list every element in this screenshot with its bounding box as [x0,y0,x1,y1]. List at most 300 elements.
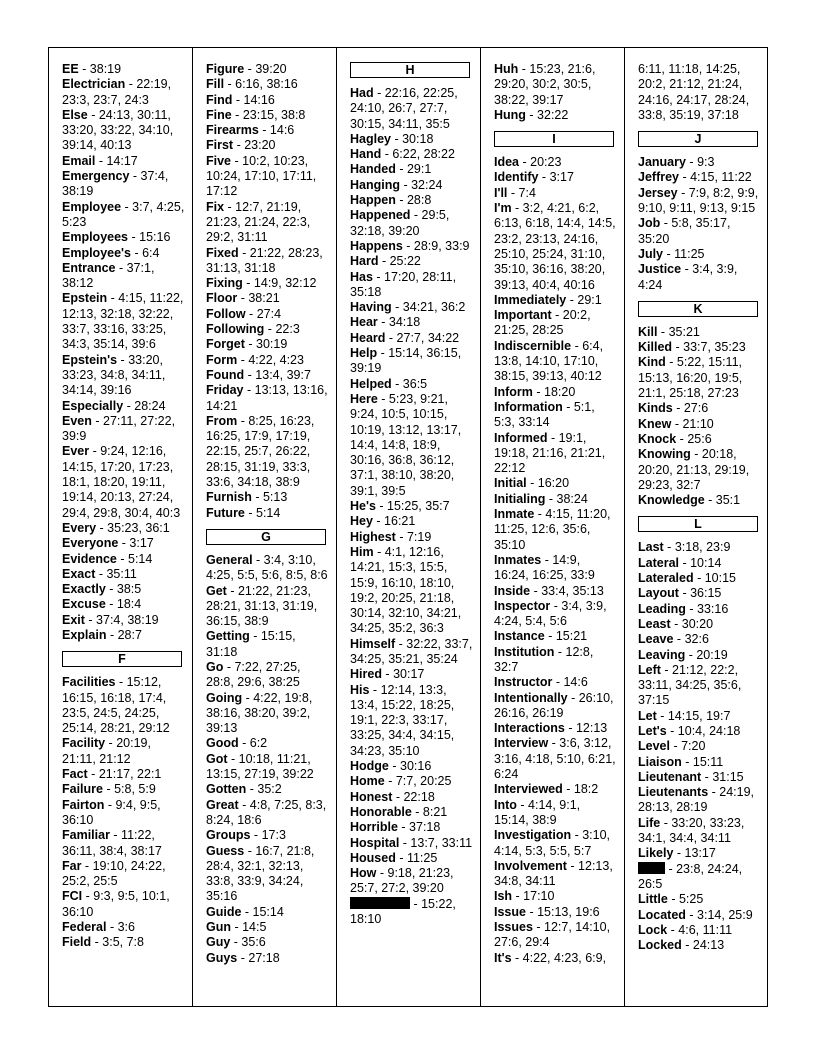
page-line-refs: 12:13 [575,721,608,736]
index-entry: Justice - 3:4, 3:9, 4:24 [638,262,738,292]
page-line-refs: 28:8 [406,193,432,208]
index-entry: Inspector - 3:4, 3:9, 4:24, 5:4, 5:6 [494,598,607,629]
index-entry: Field - 3:5, 7:8 [62,935,144,950]
index-entry: Knew - 21:10 [638,416,714,431]
index-entry: Excuse - 18:4 [62,597,142,612]
index-term: Hired [350,667,382,682]
index-entry: Fix - 12:7, 21:19, 21:23, 21:24, 22:3, 29:2, 31:11 [206,199,311,245]
page-line-refs: 33:20, 33:23, 34:8, 34:11, 34:14, 39:16 [62,352,166,398]
index-term: Him [350,544,374,559]
page-line-refs: 37:18 [409,820,441,835]
index-term: Happen [350,193,396,208]
index-entry: Locked - 24:13 [638,938,725,953]
page-line-refs: 33:7, 35:23 [683,340,746,355]
page-line-refs: 29:5, 32:18, 39:20 [350,208,450,238]
page-line-refs: 5:23, 9:21, 9:24, 10:5, 10:15, 10:19, 13:12, 13:17, 14:4, 14:8, 18:9, 30:16, 36:8, 36:12, 37:1, 38:10, 38:20, 39:1, 39:5 [350,391,462,498]
index-entry: Investigation - 3:10, 4:14, 5:3, 5:5, 5:7 [494,828,611,858]
page-line-refs: 35:2 [257,782,282,797]
index-entry: Gun - 14:5 [206,920,267,935]
page-line-refs: 25:22 [389,254,421,269]
page-line-refs: 7:9, 8:2, 9:9, 9:10, 9:11, 9:13, 9:15 [638,185,759,216]
page-line-refs: 3:18, 23:9 [674,540,731,555]
page-line-refs: 21:12, 22:2, 33:11, 34:25, 35:6, 37:15 [638,662,742,708]
index-term: Help [350,346,378,361]
index-entry: Forget - 30:19 [206,337,288,352]
page-line-refs: 22:18 [403,789,435,804]
page-line-refs: 35:6 [241,935,266,950]
index-term: Epstein's [62,352,118,367]
index-term: Interactions [494,721,565,736]
index-entry: Layout - 36:15 [638,586,722,601]
index-entry: Let - 14:15, 19:7 [638,708,731,723]
page-line-refs: 35:1 [715,493,741,508]
page-line-refs: 37:1, 38:12 [62,260,155,291]
index-term: Knowing [638,447,691,462]
index-term: Getting [206,629,250,644]
index-term: Heard [350,330,386,345]
page-line-refs: 7:7, 20:25 [395,774,452,789]
index-term: Exactly [62,582,106,597]
index-term: He's [350,499,376,514]
index-entry: Fixing - 14:9, 32:12 [206,276,317,291]
index-entry: Hired - 30:17 [350,667,425,682]
section-letter-header: K [638,301,758,317]
page-line-refs: 27:4 [256,306,282,321]
page-line-refs: 38:21 [248,291,280,306]
index-term: Immediately [494,292,567,307]
index-term: Else [62,107,88,122]
page-line-refs: 3:2, 4:21, 6:2, 6:13, 6:18, 14:4, 14:5, 23:2, 23:13, 24:16, 25:10, 25:24, 31:10, 35:10, 36:16, 38:20, 39:13, 40:4, 40:16 [494,201,616,292]
page-line-refs: 3:4, 3:10, 4:25, 5:5, 5:6, 8:5, 8:6 [206,552,328,583]
index-term: Least [638,616,671,631]
page-line-refs: 4:1, 12:16, 14:21, 15:3, 15:5, 15:9, 16:10, 18:10, 19:2, 20:25, 21:18, 30:14, 32:10, 34:21, 34:25, 35:2, 36:3 [350,544,462,636]
index-term: Floor [206,291,238,306]
page-line-refs: 34:21, 36:2 [402,300,466,315]
index-entry: Epstein - 4:15, 11:22, 12:13, 32:18, 32:22, 33:7, 33:16, 33:25, 34:3, 35:14, 39:6 [62,291,184,352]
index-entry: Helped - 36:5 [350,376,428,391]
index-entry: Hodge - 30:16 [350,759,432,774]
index-entry: Idea - 20:23 [494,155,562,170]
index-term: Exact [62,566,96,581]
page-line-refs: 6:2 [249,736,268,751]
index-entry: Highest - 7:19 [350,529,432,544]
index-term: Fact [62,767,88,782]
index-term: Let [638,708,657,723]
index-entry: FCI - 9:3, 9:5, 10:1, 36:10 [62,889,170,919]
index-entry: Located - 3:14, 25:9 [638,907,753,922]
index-term: January [638,155,686,170]
index-entry: Epstein's - 33:20, 33:23, 34:8, 34:11, 34:14, 39:16 [62,352,166,398]
page-line-refs: 30:18 [402,131,434,146]
index-column [49,48,193,1006]
index-term: Located [638,907,686,922]
page-line-refs: 8:25, 16:23, 16:25, 17:9, 17:19, 22:15, 25:7, 26:22, 28:15, 31:19, 33:3, 33:6, 34:18, 38:9 [206,413,315,490]
page-line-refs: 12:7, 21:19, 21:23, 21:24, 22:3, 29:2, 31:11 [206,199,311,245]
index-term: Lieutenants [638,785,709,800]
index-term: Leading [638,601,686,616]
page-line-refs: 5:14 [128,551,153,566]
index-entry: Entrance - 37:1, 38:12 [62,260,155,291]
index-entry: Happen - 28:8 [350,193,432,208]
index-entry: Find - 14:16 [206,92,275,107]
page-line-refs: 3:17 [549,170,574,185]
page-line-refs: 6:16, 38:16 [235,77,298,92]
page-line-refs: 33:16 [697,601,729,616]
index-term: Figure [206,62,245,76]
index-entry: First - 23:20 [206,138,276,153]
index-entry: Hard - 25:22 [350,254,421,269]
index-entry: Knock - 25:6 [638,431,712,446]
index-entry: Great - 4:8, 7:25, 8:3, 8:24, 18:6 [206,797,327,827]
index-column [481,48,625,1006]
index-entry: Far - 19:10, 24:22, 25:2, 25:5 [62,858,166,889]
index-term: Lieutenant [638,769,702,784]
page-line-refs: 4:6, 11:11 [678,922,733,937]
index-term: Little [638,892,668,907]
index-entry: Initial - 16:20 [494,476,570,491]
index-term: Justice [638,262,682,277]
index-term: Helped [350,376,392,391]
index-term: Ish [494,889,513,904]
index-term: Lateral [638,555,679,570]
index-entry: - 15:22, 18:10 [350,896,456,927]
index-entry: Evidence - 5:14 [62,551,153,566]
index-entry: Left - 21:12, 22:2, 33:11, 34:25, 35:6, 37:15 [638,662,742,708]
index-term: Level [638,739,670,754]
index-term: Liaison [638,754,682,769]
index-term: Had [350,86,374,100]
index-term: First [206,138,234,153]
index-term: Leaving [638,647,686,662]
page-line-refs: 27:7, 34:22 [396,330,460,345]
index-entry: Lieutenant - 31:15 [638,769,744,784]
index-term: Failure [62,782,103,797]
index-term: Hagley [350,131,391,146]
index-term: Electrician [62,77,126,92]
index-entry: His - 12:14, 13:3, 13:4, 15:22, 18:25, 19:1, 22:3, 33:17, 33:25, 34:4, 34:15, 34:23, 35:10 [350,682,455,758]
page-line-refs: 9:18, 21:23, 25:7, 27:2, 39:20 [350,866,454,896]
page-line-refs: 36:15 [690,586,722,601]
index-term: How [350,866,377,881]
index-term: Instance [494,629,545,644]
index-entry: Honest - 22:18 [350,789,435,804]
index-entry: Interview - 3:6, 3:12, 3:16, 4:18, 5:10, 6:21, 6:24 [494,736,616,782]
index-entry: Lock - 4:6, 11:11 [638,922,733,937]
page-line-refs: 15:21 [555,629,588,644]
page-line-refs: 16:7, 21:8, 28:4, 32:1, 32:13, 33:8, 33:9, 34:24, 35:16 [206,843,315,904]
page-line-refs: 10:14 [690,555,722,570]
index-entry: Getting - 15:15, 31:18 [206,629,296,659]
index-entry: Happened - 29:5, 32:18, 39:20 [350,208,450,238]
index-entry: Got - 10:18, 11:21, 13:15, 27:19, 39:22 [206,751,314,782]
page-line-refs: 35:23, 36:1 [107,520,170,535]
index-entry: Lateraled - 10:15 [638,571,736,586]
index-entry: Kinds - 27:6 [638,401,709,416]
index-term: Initial [494,476,527,491]
page-line-refs: 35:11 [106,566,137,581]
page-line-refs: 21:17, 22:1 [98,767,162,782]
index-entry: Fine - 23:15, 38:8 [206,107,306,122]
index-term: Explain [62,627,107,642]
index-term: Groups [206,828,251,843]
index-term: Every [62,520,97,535]
index-entry: Immediately - 29:1 [494,292,602,307]
page-line-refs: 3:7, 4:25, 5:23 [62,199,185,229]
index-term: Hung [494,107,526,122]
page-line-refs: 5:14 [256,505,281,520]
index-entry: Else - 24:13, 30:11, 33:20, 33:22, 34:10, 39:14, 40:13 [62,107,174,153]
page-line-refs: 3:5, 7:8 [102,935,144,950]
index-entry: Heard - 27:7, 34:22 [350,330,460,345]
page-line-refs: 23:20 [244,138,276,153]
index-entry: Floor - 38:21 [206,291,280,306]
index-term: Involvement [494,858,567,873]
page-line-refs: 16:21 [384,514,416,529]
page-line-refs: 13:13, 13:16, 14:21 [206,383,328,413]
page-line-refs: 3:6 [117,920,135,935]
page-line-refs: 3:4, 3:9, 4:24 [638,262,738,292]
index-entry: Hear - 34:18 [350,315,421,330]
page-line-refs: 35:21 [668,324,700,339]
index-entry: Knowing - 20:18, 20:20, 21:13, 29:19, 29:23, 32:7 [638,447,750,492]
page-line-refs: 11:25 [674,246,705,261]
index-term: Life [638,815,661,830]
index-term: Into [494,797,517,812]
index-term: Job [638,216,661,231]
redaction-block [638,862,665,874]
page-line-refs: 32:22, 33:7, 34:25, 35:21, 35:24 [350,636,473,666]
index-term: His [350,682,370,697]
page-line-refs: 18:2 [573,782,599,797]
index-entry: Future - 5:14 [206,505,281,520]
index-entry: Home - 7:7, 20:25 [350,774,452,789]
index-entry: Every - 35:23, 36:1 [62,520,170,535]
redaction-block [350,897,410,909]
page-line-refs: 26:10, 26:16, 26:19 [494,690,614,720]
page-line-refs: 19:10, 24:22, 25:2, 25:5 [62,858,166,889]
index-term: Hey [350,514,373,529]
page-line-refs: 17:20, 28:11, 35:18 [350,269,457,299]
index-entry: Issues - 12:7, 14:10, 27:6, 29:4 [494,920,611,950]
index-term: Familiar [62,828,110,843]
page-line-refs: 8:21 [422,804,448,819]
index-entry: Follow - 27:4 [206,306,282,321]
index-term: Housed [350,850,396,865]
index-entry: January - 9:3 [638,155,715,170]
index-entry: Last - 3:18, 23:9 [638,540,731,555]
index-term: Inside [494,583,531,598]
index-entry: I'll - 7:4 [494,185,536,200]
index-term: Jersey [638,185,678,200]
index-term: Left [638,662,661,677]
index-entry: Hung - 32:22 [494,107,569,122]
page-line-refs: 11:25 [406,850,438,865]
index-entry: It's - 4:22, 4:23, 6:9, [494,950,607,965]
index-entry: Failure - 5:8, 5:9 [62,782,156,797]
page-line-refs: 7:20 [681,739,706,754]
index-term: Facility [62,736,106,751]
index-entry: Following - 22:3 [206,322,300,337]
index-term: Hand [350,147,382,162]
index-term: Federal [62,920,107,935]
page-line-refs: 22:3 [275,322,300,337]
section-letter-header: L [638,516,758,532]
page-line-refs: 5:8, 5:9 [114,782,156,797]
index-term: Find [206,92,233,107]
index-entry: Inform - 18:20 [494,384,576,399]
index-entry: Important - 20:2, 21:25, 28:25 [494,308,591,338]
index-term: Important [494,308,552,323]
index-term: Gotten [206,782,247,797]
page-line-refs: 30:20 [681,616,714,631]
index-entry: Facility - 20:19, 21:11, 21:12 [62,736,151,766]
page-line-refs: 33:20, 33:23, 34:1, 34:4, 34:11 [638,815,745,846]
index-entry: Fill - 6:16, 38:16 [206,77,298,92]
index-entry: Institution - 12:8, 32:7 [494,644,594,674]
page-line-refs: 12:7, 14:10, 27:6, 29:4 [494,920,611,950]
page-line-refs: 4:15, 11:20, 11:25, 12:6, 35:6, 35:10 [494,507,611,552]
index-entry: Employee - 3:7, 4:25, 5:23 [62,199,185,229]
index-term: Facilities [62,675,116,690]
index-column [625,48,769,1006]
index-term: Has [350,269,373,284]
page-line-refs: 30:19 [256,337,288,352]
index-entry: Inmates - 14:9, 16:24, 16:25, 33:9 [494,552,595,583]
index-entry: Let's - 10:4, 24:18 [638,723,741,738]
index-term: Guy [206,935,231,950]
index-term: Himself [350,636,396,651]
index-entry: Himself - 32:22, 33:7, 34:25, 35:21, 35:24 [350,636,473,666]
index-term: Lock [638,922,668,937]
index-page-frame [48,47,768,1007]
index-entry: Get - 21:22, 21:23, 28:21, 31:13, 31:19, 36:15, 38:9 [206,583,318,629]
page-line-refs: 39:20 [255,62,287,76]
index-entry: Hanging - 32:24 [350,177,443,192]
index-term: Happens [350,238,403,253]
index-term: Fill [206,77,225,92]
page-line-refs: 15:14 [252,904,284,919]
index-term: Especially [62,398,124,413]
index-term: Knowledge [638,493,705,508]
index-term: Here [350,391,378,406]
index-term: Entrance [62,260,116,275]
index-term: General [206,552,253,567]
index-term: Fixing [206,276,243,291]
index-entry: Guys - 27:18 [206,950,280,965]
index-entry: Email - 14:17 [62,153,138,168]
section-letter-header: G [206,529,326,545]
index-entry: Huh - 15:23, 21:6, 29:20, 30:2, 30:5, 38:22, 39:17 [494,62,596,107]
page-line-refs: 14:16 [243,92,275,107]
index-entry: Employees - 15:16 [62,230,171,245]
index-term: Found [206,367,245,382]
index-entry: Facilities - 15:12, 16:15, 16:18, 17:4, 23:5, 24:5, 24:25, 25:14, 28:21, 29:12 [62,675,170,736]
index-entry: Job - 5:8, 35:17, 35:20 [638,216,731,246]
index-entry: Him - 4:1, 12:16, 14:21, 15:3, 15:5, 15:9, 16:10, 18:10, 19:2, 20:25, 21:18, 30:14, 32:10, 34:21, 34:25, 35:2, 36:3 [350,544,462,636]
page-line-refs: 38:5 [116,582,142,597]
index-entry: EE - 38:19 [62,62,122,76]
index-entry: Honorable - 8:21 [350,804,448,819]
index-entry: I'm - 3:2, 4:21, 6:2, 6:13, 6:18, 14:4, 14:5, 23:2, 23:13, 24:16, 25:10, 25:24, 31:10, 35:10, 36:16, 38:20, 39:13, 40:4, 40:16 [494,201,616,292]
index-term: Great [206,797,239,812]
index-term: Idea [494,155,520,170]
page-line-refs: 29:1 [406,162,432,177]
page-line-refs: 15:15, 31:18 [206,629,296,659]
index-term: Leave [638,632,674,647]
index-term: Going [206,690,243,705]
page-line-refs: 18:4 [116,597,142,612]
index-entry: Going - 4:22, 19:8, 38:16, 38:20, 39:2, 39:13 [206,690,313,736]
index-entry: Likely - 13:17 [638,846,716,861]
index-term: Excuse [62,597,106,612]
page-line-refs: 12:8, 32:7 [494,644,594,674]
page-line-refs: 13:7, 33:11 [410,835,473,850]
page-line-refs: 4:22, 4:23 [248,352,304,367]
index-term: Hanging [350,177,400,192]
index-term: Huh [494,62,519,76]
index-term: Friday [206,383,244,398]
index-term: Hard [350,254,379,269]
index-term: Everyone [62,536,119,551]
index-term: Information [494,399,563,414]
page-line-refs: 17:10 [523,889,555,904]
page-line-refs: 25:6 [687,431,712,446]
index-term: Evidence [62,551,117,566]
page-line-refs: 22:19, 23:3, 23:7, 24:3 [62,77,172,107]
index-entry: Exactly - 38:5 [62,582,142,597]
index-entry: Lieutenants - 24:19, 28:13, 28:19 [638,785,755,815]
page-line-refs: 14:9, 32:12 [253,276,317,291]
index-entry: How - 9:18, 21:23, 25:7, 27:2, 39:20 [350,866,454,896]
index-term: Investigation [494,828,572,843]
index-term: Horrible [350,820,398,835]
index-term: Institution [494,644,555,659]
index-term: Fine [206,107,232,122]
index-entry: Kind - 5:22, 15:11, 15:13, 16:20, 19:5, 21:1, 25:18, 27:23 [638,355,743,401]
page-line-refs: 32:6 [684,632,709,647]
index-term: Instructor [494,675,553,690]
index-term: Highest [350,529,396,544]
index-term: Issue [494,904,526,919]
index-entry: Familiar - 11:22, 36:11, 38:4, 38:17 [62,828,162,858]
page-line-refs: 6:22, 28:22 [392,147,455,162]
index-entry: Instance - 15:21 [494,629,588,644]
page-line-refs: 3:17 [129,536,154,551]
page-line-refs: 14:5 [242,920,267,935]
page-line-refs: 4:8, 7:25, 8:3, 8:24, 18:6 [206,797,327,827]
index-term: Employee's [62,245,131,260]
index-term: Informed [494,430,548,445]
index-term: Hospital [350,835,400,850]
index-term: Honest [350,789,393,804]
page-line-refs: 32:24 [411,177,443,192]
index-entry: Inmate - 4:15, 11:20, 11:25, 12:6, 35:6, 35:10 [494,507,611,552]
index-term: Inmates [494,552,542,567]
page-line-refs: 12:13, 34:8, 34:11 [494,858,613,889]
index-entry: Leaving - 20:19 [638,647,728,662]
index-entry: Ish - 17:10 [494,889,555,904]
index-term: Gun [206,920,231,935]
page-line-refs: 10:18, 11:21, 13:15, 27:19, 39:22 [206,751,314,782]
page-line-refs: 23:15, 38:8 [242,107,306,122]
index-entry: Guy - 35:6 [206,935,266,950]
page-line-refs: 15:22, 18:10 [350,896,456,927]
index-entry: Hagley - 30:18 [350,131,434,146]
index-term: Get [206,583,227,598]
page-line-refs: 4:15, 11:22 [690,170,752,185]
page-line-refs: 36:5 [402,376,428,391]
page-line-refs: 4:22, 4:23, 6:9, [522,950,607,965]
